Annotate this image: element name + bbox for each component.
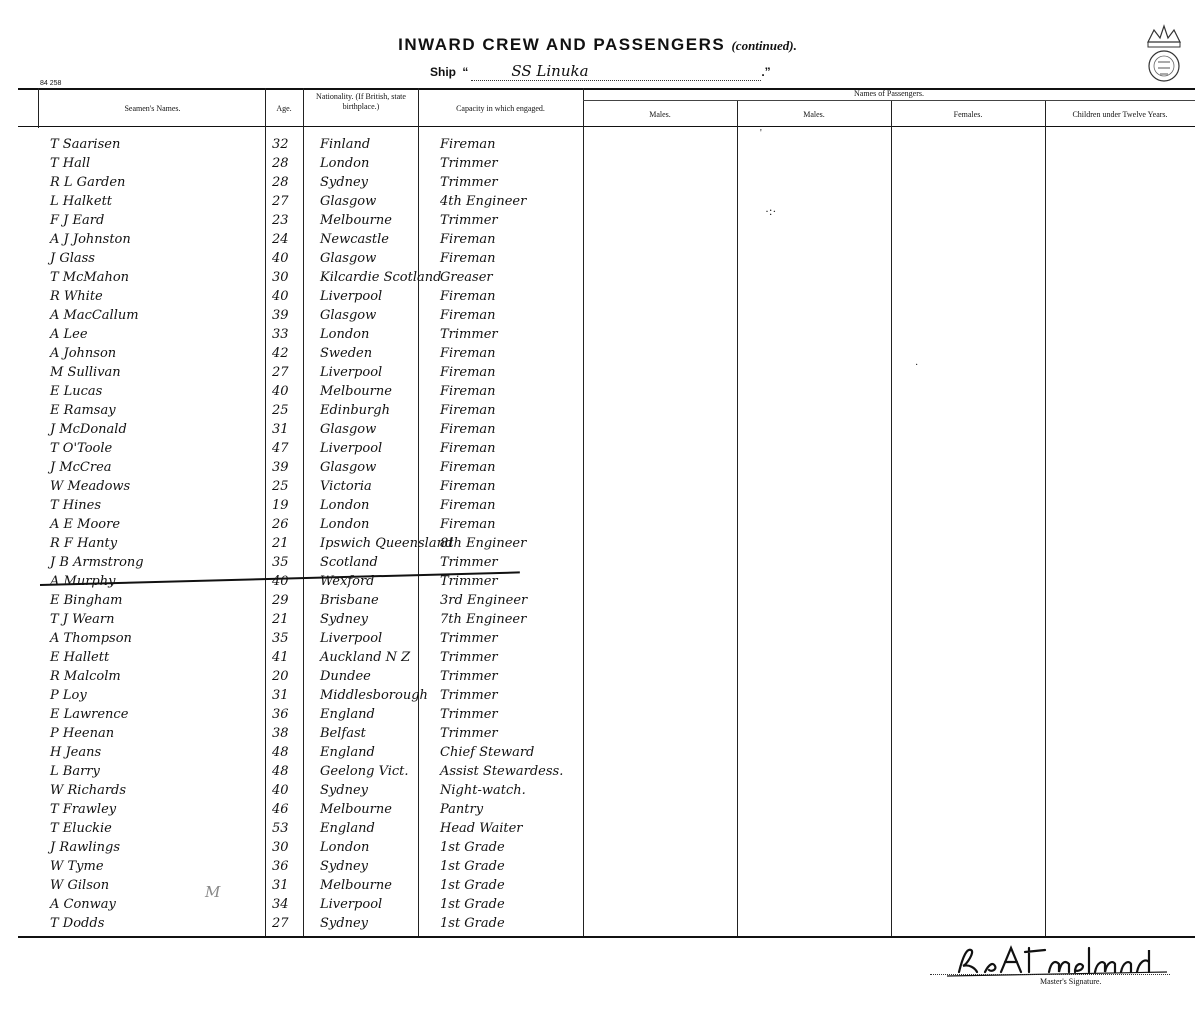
crew-capacity: Trimmer: [440, 175, 498, 190]
col-divider: [1045, 100, 1046, 936]
crew-row: [40, 232, 600, 251]
crew-nationality: Sydney: [320, 916, 368, 931]
crew-age: 30: [272, 840, 289, 855]
header-bottom-rule: [18, 126, 1195, 127]
crew-nationality: London: [320, 498, 370, 513]
crew-name: A E Moore: [50, 517, 121, 532]
crew-name: J McDonald: [50, 422, 127, 437]
crew-row: [40, 308, 600, 327]
crew-capacity: Trimmer: [440, 631, 498, 646]
header-passengers: Names of Passengers.: [854, 89, 924, 98]
crew-row: [40, 726, 600, 745]
crew-row: [40, 593, 600, 612]
crew-age: 26: [272, 517, 289, 532]
crew-age: 25: [272, 403, 289, 418]
stray-mark: ·: [915, 360, 919, 371]
crew-age: 36: [272, 707, 289, 722]
crew-capacity: Trimmer: [440, 555, 498, 570]
crew-name: R L Garden: [50, 175, 126, 190]
header-nationality: Nationality. (If British, state birthplace.): [316, 92, 406, 111]
crew-name: J B Armstrong: [50, 555, 144, 570]
crew-age: 48: [272, 745, 289, 760]
header-females: Females.: [953, 110, 983, 119]
crew-capacity: Trimmer: [440, 650, 498, 665]
crew-age: 47: [272, 441, 289, 456]
crew-row: [40, 802, 600, 821]
crew-row: [40, 175, 600, 194]
crew-age: 27: [272, 916, 289, 931]
crew-row: [40, 897, 600, 916]
crew-name: A Murphy: [50, 574, 116, 589]
crew-name: E Lawrence: [50, 707, 129, 722]
crew-capacity: Fireman: [440, 251, 496, 266]
master-signature: [945, 942, 1170, 978]
crew-capacity: Fireman: [440, 498, 496, 513]
crew-row: [40, 669, 600, 688]
crew-age: 25: [272, 479, 289, 494]
crew-age: 53: [272, 821, 289, 836]
crew-age: 24: [272, 232, 289, 247]
crew-name: P Loy: [50, 688, 87, 703]
crew-capacity: Greaser: [440, 270, 493, 285]
crew-capacity: Trimmer: [440, 213, 498, 228]
crew-row: [40, 460, 600, 479]
crew-row: [40, 384, 600, 403]
crew-capacity: Trimmer: [440, 688, 498, 703]
crew-capacity: Head Waiter: [440, 821, 523, 836]
crew-capacity: Fireman: [440, 232, 496, 247]
crew-name: W Tyme: [50, 859, 104, 874]
crew-row: [40, 650, 600, 669]
ship-close-quote: .”: [761, 65, 771, 79]
crew-name: W Richards: [50, 783, 127, 798]
crew-age: 36: [272, 859, 289, 874]
crew-row: [40, 270, 600, 289]
crew-nationality: Ipswich Queensland: [320, 536, 454, 551]
crew-row: [40, 840, 600, 859]
crew-age: 33: [272, 327, 289, 342]
crew-age: 21: [272, 536, 289, 551]
header-seamen-names: Seamen's Names.: [124, 104, 181, 113]
pencil-margin-mark: M: [205, 883, 221, 901]
crew-name: P Heenan: [50, 726, 115, 741]
crew-capacity: Fireman: [440, 384, 496, 399]
crew-row: [40, 194, 600, 213]
crew-name: T Frawley: [50, 802, 117, 817]
crew-capacity: 1st Grade: [440, 878, 505, 893]
crew-name: A Thompson: [50, 631, 132, 646]
crew-nationality: Edinburgh: [320, 403, 390, 418]
crew-nationality: Glasgow: [320, 460, 377, 475]
crew-name: J McCrea: [50, 460, 112, 475]
crew-nationality: Wexford: [320, 574, 375, 589]
header-males-2: Males.: [803, 110, 825, 119]
crew-name: R Malcolm: [50, 669, 121, 684]
crew-name: F J Eard: [50, 213, 105, 228]
crew-nationality: Melbourne: [320, 878, 392, 893]
crew-nationality: Glasgow: [320, 422, 377, 437]
crew-age: 21: [272, 612, 289, 627]
crew-name: T Saarisen: [50, 137, 121, 152]
col-divider: [737, 100, 738, 936]
crew-capacity: 1st Grade: [440, 916, 505, 931]
crew-name: E Bingham: [50, 593, 123, 608]
crew-row: [40, 821, 600, 840]
signature-label: Master's Signature.: [1040, 977, 1102, 986]
crew-name: R White: [50, 289, 103, 304]
crew-nationality: Middlesborough: [320, 688, 428, 703]
col-divider: [891, 100, 892, 936]
crew-nationality: Auckland N Z: [320, 650, 411, 665]
crew-name: A J Johnston: [50, 232, 131, 247]
crew-age: 39: [272, 308, 289, 323]
crew-nationality: Glasgow: [320, 251, 377, 266]
crew-age: 20: [272, 669, 289, 684]
crew-row: [40, 365, 600, 384]
crew-nationality: London: [320, 840, 370, 855]
crew-nationality: London: [320, 327, 370, 342]
crew-row: [40, 859, 600, 878]
crew-capacity: Trimmer: [440, 156, 498, 171]
table-bottom-rule: [18, 936, 1195, 938]
crew-nationality: Liverpool: [320, 897, 383, 912]
crew-name: H Jeans: [50, 745, 102, 760]
crew-name: T O'Toole: [50, 441, 113, 456]
crew-name: T Hines: [50, 498, 102, 513]
crew-age: 42: [272, 346, 289, 361]
crew-age: 23: [272, 213, 289, 228]
crew-age: 35: [272, 631, 289, 646]
ship-label: Ship: [430, 65, 456, 79]
crew-nationality: Sydney: [320, 783, 368, 798]
crew-age: 31: [272, 688, 289, 703]
crew-nationality: England: [320, 745, 375, 760]
crew-age: 40: [272, 251, 289, 266]
stray-mark: ·:·: [765, 204, 777, 218]
crew-nationality: Liverpool: [320, 365, 383, 380]
crew-capacity: Fireman: [440, 137, 496, 152]
crew-capacity: Chief Steward: [440, 745, 535, 760]
crew-age: 40: [272, 783, 289, 798]
ship-open-quote: “: [462, 65, 469, 79]
crew-name: M Sullivan: [50, 365, 121, 380]
crew-row: [40, 441, 600, 460]
crew-capacity: 1st Grade: [440, 859, 505, 874]
crew-age: 48: [272, 764, 289, 779]
crew-age: 40: [272, 574, 289, 589]
form-title-text: INWARD CREW AND PASSENGERS: [398, 35, 726, 54]
crew-row: [40, 346, 600, 365]
crew-row: [40, 517, 600, 536]
crew-nationality: Kilcardie Scotland: [320, 270, 442, 285]
crew-age: 30: [272, 270, 289, 285]
crew-age: 27: [272, 194, 289, 209]
crew-nationality: Scotland: [320, 555, 378, 570]
crew-capacity: 1st Grade: [440, 897, 505, 912]
crew-name: A Lee: [50, 327, 88, 342]
crew-nationality: Liverpool: [320, 631, 383, 646]
crew-age: 28: [272, 175, 289, 190]
crew-capacity: Assist Stewardess.: [440, 764, 564, 779]
crew-nationality: Sydney: [320, 612, 368, 627]
crew-nationality: England: [320, 821, 375, 836]
stray-mark: ': [760, 128, 762, 139]
signature-line: [930, 974, 1170, 975]
crew-capacity: Night-watch.: [440, 783, 526, 798]
crew-name: A MacCallum: [50, 308, 139, 323]
ship-line: [430, 62, 771, 81]
form-title: [0, 35, 1195, 55]
header-males-1: Males.: [649, 110, 671, 119]
crew-capacity: Fireman: [440, 479, 496, 494]
crew-nationality: Glasgow: [320, 194, 377, 209]
crew-row: [40, 574, 600, 593]
crew-nationality: Liverpool: [320, 441, 383, 456]
crew-nationality: Melbourne: [320, 384, 392, 399]
crew-age: 31: [272, 878, 289, 893]
crew-nationality: England: [320, 707, 375, 722]
crew-age: 40: [272, 384, 289, 399]
crew-nationality: Belfast: [320, 726, 366, 741]
crew-capacity: 3rd Engineer: [440, 593, 528, 608]
crew-capacity: Trimmer: [440, 707, 498, 722]
crown-crest-icon: [1140, 22, 1188, 90]
crew-row: [40, 916, 600, 935]
crew-capacity: Trimmer: [440, 574, 498, 589]
ship-name: SS Linuka: [471, 62, 761, 81]
crew-nationality: Sydney: [320, 175, 368, 190]
crew-capacity: Fireman: [440, 422, 496, 437]
crew-nationality: Brisbane: [320, 593, 379, 608]
crew-capacity: Fireman: [440, 308, 496, 323]
crew-row: [40, 403, 600, 422]
crew-capacity: Fireman: [440, 441, 496, 456]
crew-nationality: Finland: [320, 137, 371, 152]
crew-nationality: Sydney: [320, 859, 368, 874]
crew-nationality: Victoria: [320, 479, 372, 494]
col-divider: [38, 88, 39, 128]
crew-age: 31: [272, 422, 289, 437]
crew-nationality: Liverpool: [320, 289, 383, 304]
crew-nationality: London: [320, 517, 370, 532]
crew-nationality: Dundee: [320, 669, 371, 684]
crew-row: [40, 536, 600, 555]
crew-age: 38: [272, 726, 289, 741]
crew-name: T McMahon: [50, 270, 130, 285]
crew-row: [40, 137, 600, 156]
crew-row: [40, 156, 600, 175]
crew-name: E Hallett: [50, 650, 110, 665]
crew-name: E Lucas: [50, 384, 103, 399]
crew-row: [40, 612, 600, 631]
crew-row: [40, 878, 600, 897]
crew-name: T Eluckie: [50, 821, 112, 836]
crew-capacity: Fireman: [440, 517, 496, 532]
crew-name: L Halkett: [50, 194, 113, 209]
crew-name: J Glass: [50, 251, 95, 266]
crew-row: [40, 479, 600, 498]
crew-name: T Hall: [50, 156, 91, 171]
crew-nationality: Melbourne: [320, 802, 392, 817]
crew-row: [40, 764, 600, 783]
crew-row: [40, 783, 600, 802]
crew-row: [40, 707, 600, 726]
crew-capacity: Fireman: [440, 365, 496, 380]
crew-row: [40, 213, 600, 232]
crew-nationality: Melbourne: [320, 213, 392, 228]
passenger-subheader-rule: [583, 100, 1195, 101]
crew-name: L Barry: [50, 764, 100, 779]
crew-capacity: Fireman: [440, 346, 496, 361]
crew-capacity: Fireman: [440, 460, 496, 475]
crew-row: [40, 327, 600, 346]
crew-row: [40, 289, 600, 308]
crew-capacity: Trimmer: [440, 669, 498, 684]
crew-name: E Ramsay: [50, 403, 116, 418]
crew-row: [40, 688, 600, 707]
crew-row: [40, 422, 600, 441]
crew-row: [40, 745, 600, 764]
crew-name: T Dodds: [50, 916, 105, 931]
crew-name: A Johnson: [50, 346, 117, 361]
crew-capacity: 4th Engineer: [440, 194, 527, 209]
crew-age: 32: [272, 137, 289, 152]
crew-capacity: 1st Grade: [440, 840, 505, 855]
crew-capacity: 8th Engineer: [440, 536, 527, 551]
crew-row: [40, 251, 600, 270]
crew-age: 46: [272, 802, 289, 817]
crew-name: R F Hanty: [50, 536, 118, 551]
crew-age: 40: [272, 289, 289, 304]
crew-age: 27: [272, 365, 289, 380]
crew-age: 19: [272, 498, 289, 513]
crew-age: 28: [272, 156, 289, 171]
crew-nationality: London: [320, 156, 370, 171]
header-children: Children under Twelve Years.: [1072, 110, 1168, 119]
crew-name: A Conway: [50, 897, 116, 912]
form-number: 84 258: [40, 80, 62, 87]
crew-name: W Meadows: [50, 479, 131, 494]
crew-age: 29: [272, 593, 289, 608]
crew-name: W Gilson: [50, 878, 110, 893]
crew-nationality: Glasgow: [320, 308, 377, 323]
header-capacity: Capacity in which engaged.: [456, 104, 545, 113]
crew-capacity: Fireman: [440, 289, 496, 304]
crew-name: T J Wearn: [50, 612, 115, 627]
crew-age: 35: [272, 555, 289, 570]
crew-capacity: 7th Engineer: [440, 612, 527, 627]
form-title-continued: (continued).: [731, 38, 797, 53]
crew-nationality: Sweden: [320, 346, 373, 361]
crew-row: [40, 498, 600, 517]
crew-age: 39: [272, 460, 289, 475]
crew-nationality: Geelong Vict.: [320, 764, 409, 779]
crew-capacity: Trimmer: [440, 726, 498, 741]
header-age: Age.: [276, 104, 292, 113]
crew-age: 34: [272, 897, 289, 912]
crew-name: J Rawlings: [50, 840, 120, 855]
crew-age: 41: [272, 650, 289, 665]
crew-row: [40, 631, 600, 650]
crew-capacity: Pantry: [440, 802, 484, 817]
crew-capacity: Fireman: [440, 403, 496, 418]
crew-capacity: Trimmer: [440, 327, 498, 342]
crew-nationality: Newcastle: [320, 232, 389, 247]
